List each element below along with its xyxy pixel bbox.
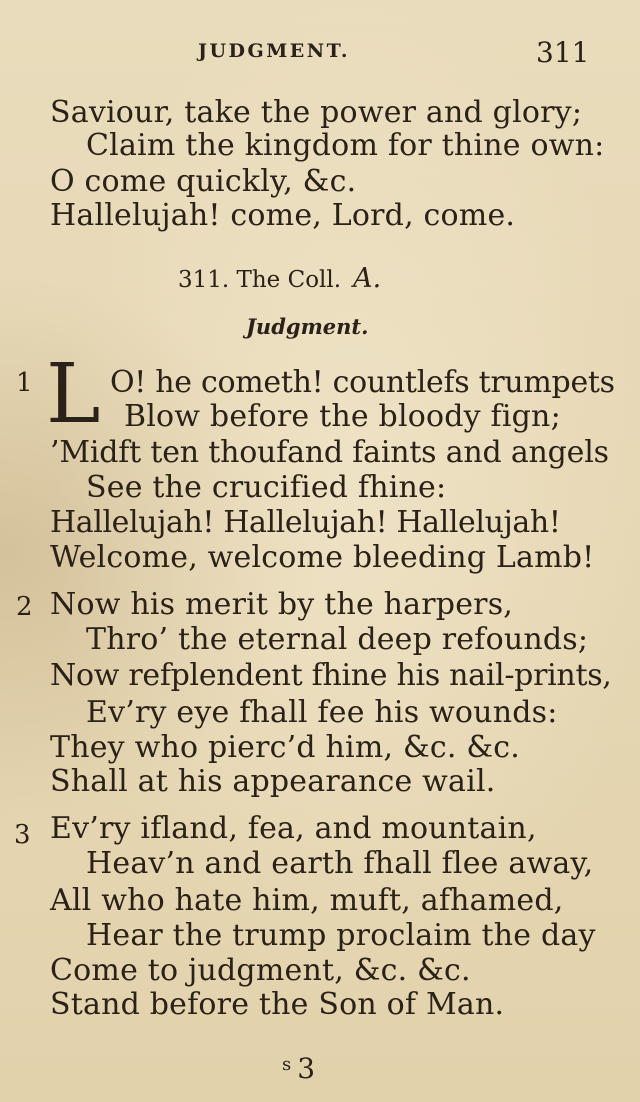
hymn-number-and-tune: 311. The Coll. <box>178 267 342 293</box>
verse-line: Heav’n and earth fhall flee away, <box>86 846 594 881</box>
verse-line: Ev’ry eye fhall fee his wounds: <box>86 695 558 730</box>
verse-line: Hear the trump proclaim the day <box>86 918 596 953</box>
verse-line: Now his merit by the harpers, <box>50 587 514 622</box>
verse-line: ’Midft ten thoufand faints and angels <box>50 435 609 470</box>
signature-letter: s <box>282 1054 292 1075</box>
verse-line: Blow before the bloody fign; <box>124 399 561 434</box>
verse-line: Now refplendent fhine his nail-prints, <box>50 658 612 693</box>
verse-number: 2 <box>16 592 33 622</box>
verse-number: 1 <box>16 368 33 398</box>
hymn-subject: Judgment. <box>246 314 369 339</box>
verse-line: Come to judgment, &c. &c. <box>50 953 471 988</box>
verse-line: All who hate him, muft, afhamed, <box>50 883 564 918</box>
drop-cap-letter: L <box>46 347 101 442</box>
verse-line: Thro’ the eternal deep refounds; <box>86 622 589 657</box>
hymn-heading <box>178 263 381 294</box>
running-title: JUDGMENT. <box>198 40 350 62</box>
verse-line: O! he cometh! countlefs trumpets <box>110 365 615 400</box>
verse-line: They who pierc’d him, &c. &c. <box>50 730 520 765</box>
verse-line: See the crucified fhine: <box>86 470 447 505</box>
verse-line: Welcome, welcome bleeding Lamb! <box>50 540 595 575</box>
verse-line: Ev’ry ifland, fea, and mountain, <box>50 811 537 846</box>
hymn-meter: A. <box>353 263 382 294</box>
signature-number: 3 <box>297 1052 316 1085</box>
text-line: Claim the kingdom for thine own: <box>86 128 605 163</box>
verse-number: 3 <box>14 820 31 850</box>
text-line: Saviour, take the power and glory; <box>50 95 583 130</box>
page-number: 311 <box>536 36 590 69</box>
text-line: O come quickly, &c. <box>50 164 357 199</box>
verse-line: Stand before the Son of Man. <box>50 987 505 1022</box>
signature-mark <box>282 1052 315 1085</box>
verse-line: Shall at his appearance wail. <box>50 764 496 799</box>
verse-line: Hallelujah! Hallelujah! Hallelujah! <box>50 505 561 540</box>
text-line: Hallelujah! come, Lord, come. <box>50 198 516 233</box>
